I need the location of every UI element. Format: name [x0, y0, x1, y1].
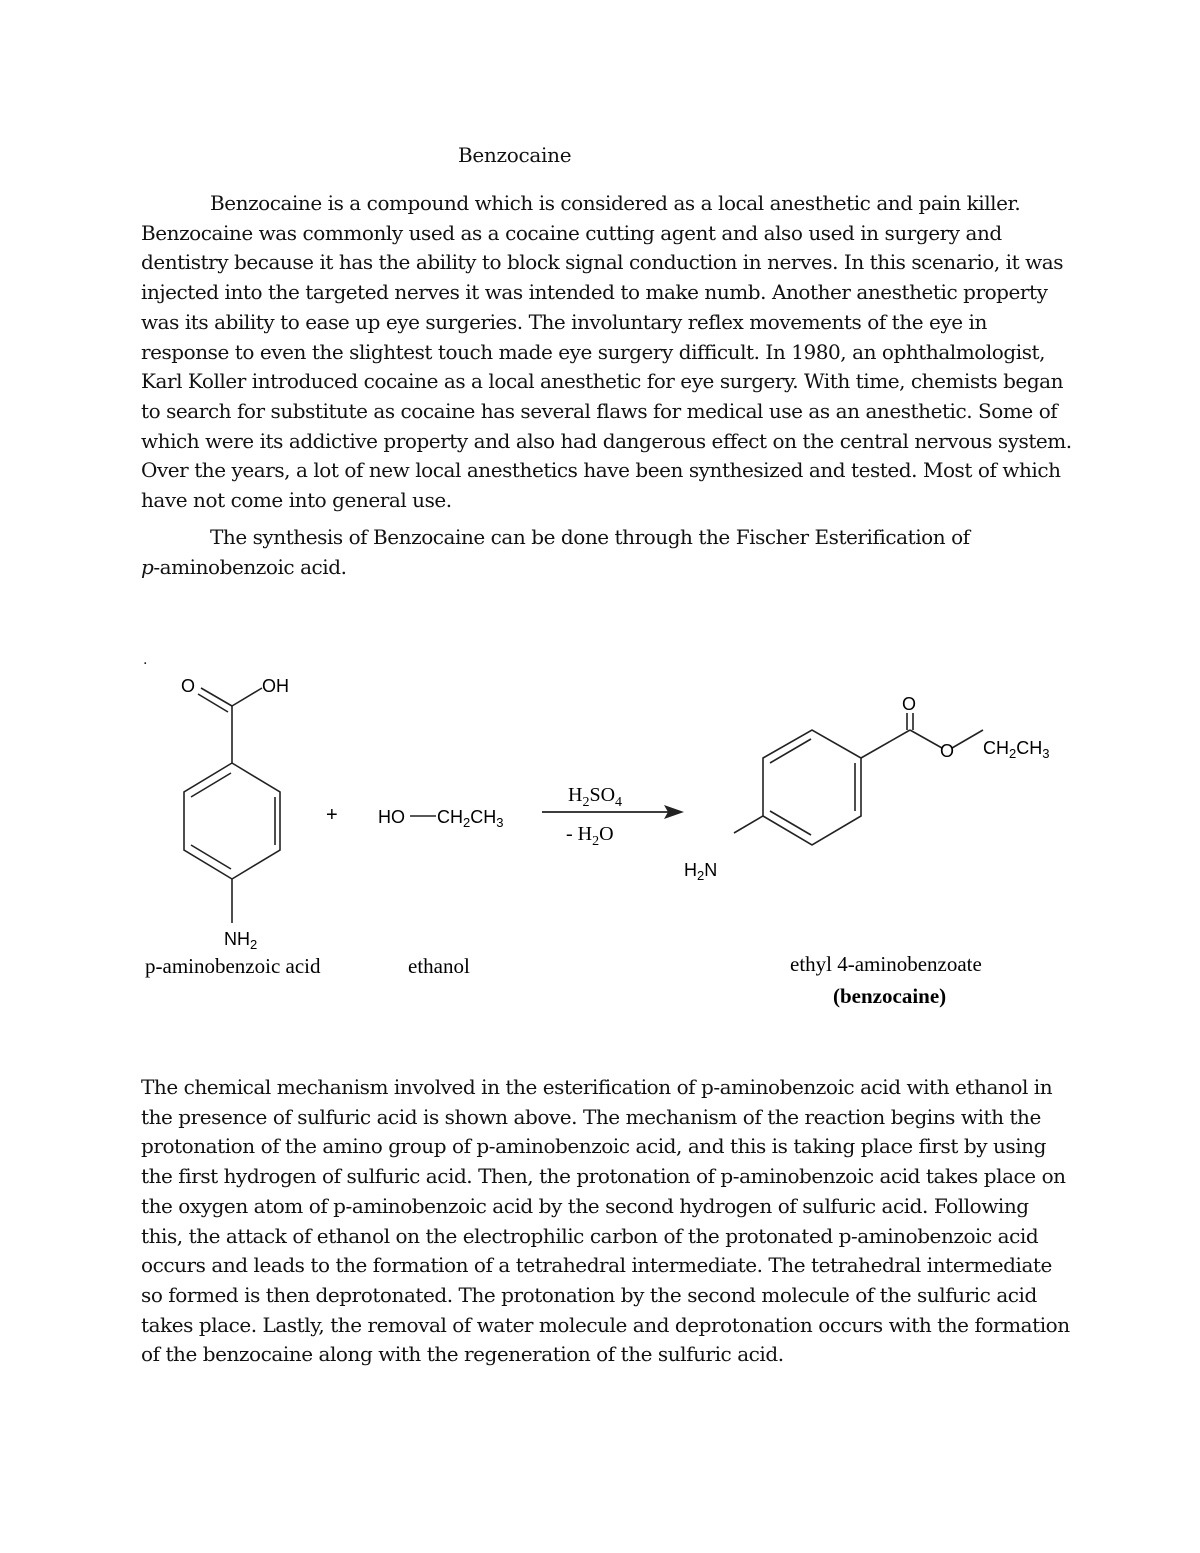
stray-mark: .	[143, 652, 148, 668]
ethanol-ch-a: CH	[437, 807, 463, 827]
product-n: N	[704, 860, 718, 880]
bond-ester-c-o	[910, 730, 942, 748]
ester-sub-a: 2	[1009, 746, 1017, 761]
acid-nh-text: NH	[224, 929, 250, 949]
ethanol-name-label: ethanol	[408, 954, 470, 978]
product-name-label: ethyl 4-aminobenzoate	[790, 952, 982, 976]
ester-o-top-label: O	[902, 694, 917, 714]
product-benzocaine	[734, 713, 983, 845]
product-alias-label: (benzocaine)	[833, 984, 947, 1008]
acid-nh-sub: 2	[250, 937, 258, 952]
acid-oh-label: OH	[262, 676, 289, 696]
bond-ester-o-ch2	[952, 730, 983, 748]
bond-c-o-double-b	[198, 694, 228, 712]
ester-o-label: O	[940, 741, 955, 761]
bond-c-oh	[232, 688, 262, 706]
plus-sign: +	[326, 804, 338, 826]
para-italic-p: p	[141, 554, 154, 579]
synthesis-intro-text: The synthesis of Benzocaine can be done through the Fischer Esterification of	[210, 525, 970, 549]
ethanol-ch2ch3-label	[437, 807, 503, 830]
byproduct-water-label	[566, 823, 614, 849]
benzene-ring-1	[184, 763, 280, 879]
ethanol-ch-b: CH	[470, 807, 497, 827]
water-o: O	[599, 823, 614, 845]
paragraph-synthesis	[141, 523, 1076, 582]
paragraph-mechanism: The chemical mechanism involved in the esterification of p-aminobenzoic acid with ethanol in the presence of sulfuric acid is shown above. The mechanism of the reaction begins with the protonation of the amino group of p-aminobenzoic acid, and this is taking place first by using the first hydrogen of sulfuric acid. Then, the protonation of p-aminobenzoic acid takes place on the oxygen atom of p-aminobenzoic acid by the second hydrogen of sulfuric acid. Following this, the attack of ethanol on the electrophilic carbon of the protonated p-aminobenzoic acid occurs and leads to the formation of a tetrahedral intermediate. The tetrahedral intermediate so formed is then deprotonated. The protonation by the second molecule of the sulfuric acid takes place. Lastly, the removal of water molecule and deprotonation occurs with the formation of the benzocaine along with the regeneration of the sulfuric acid.	[141, 1075, 1070, 1367]
bond-ring-ester	[861, 730, 910, 758]
ethanol-sub-a: 2	[463, 815, 471, 830]
synthesis-rest-text: -aminobenzoic acid.	[153, 554, 347, 579]
product-h-sub: 2	[697, 868, 705, 883]
product-h2n-label	[684, 860, 717, 883]
benzene-ring-2	[763, 730, 861, 845]
reagent-h-sub: 2	[582, 795, 590, 810]
ester-ch2ch3-label	[983, 738, 1049, 761]
reagent-h2so4-label	[568, 784, 622, 810]
reagent-h: H	[568, 784, 583, 806]
paragraph-introduction: Benzocaine is a compound which is considered as a local anesthetic and pain killer. Benzocaine was commonly used as a cocaine cutting agent and also used in surgery and dentistry because it has the ability to block signal conduction in nerves. In this scenario, it was injected into the targeted nerves it was intended to make numb. Another anesthetic property was its ability to ease up eye surgeries. The involuntary reflex movements of the eye in response to even the slightest touch made eye surgery difficult. In 1980, an ophthalmologist, Karl Koller introduced cocaine as a local anesthetic for eye surgery. With time, chemists began to search for substitute as cocaine has several flaws for medical use as an anesthetic. Some of which were its addictive property and also had dangerous effect on the central nervous system. Over the years, a lot of new local anesthetics have been synthesized and tested. Most of which have not come into general use.	[141, 191, 1072, 513]
acid-o-label: O	[181, 676, 196, 696]
water-sub: 2	[592, 834, 600, 849]
ester-ch-b: CH	[1016, 738, 1043, 758]
product-h: H	[684, 860, 697, 880]
bond-c-o-double-a	[201, 688, 232, 706]
water-prefix: - H	[566, 823, 593, 845]
reagent-so: SO	[589, 784, 616, 806]
reagent-so-sub: 4	[615, 795, 623, 810]
ethanol-sub-b: 3	[496, 815, 504, 830]
bond-ring-nh2-product	[734, 816, 763, 833]
reaction-scheme	[0, 650, 1200, 1030]
ethanol-ho-label: HO	[378, 807, 405, 827]
acid-name-label: p-aminobenzoic acid	[145, 954, 321, 978]
document-title: Benzocaine	[458, 143, 572, 167]
ester-ch-a: CH	[983, 738, 1009, 758]
reactant-p-aminobenzoic-acid	[184, 688, 280, 923]
ester-sub-b: 3	[1042, 746, 1050, 761]
acid-nh2-label	[224, 929, 257, 952]
